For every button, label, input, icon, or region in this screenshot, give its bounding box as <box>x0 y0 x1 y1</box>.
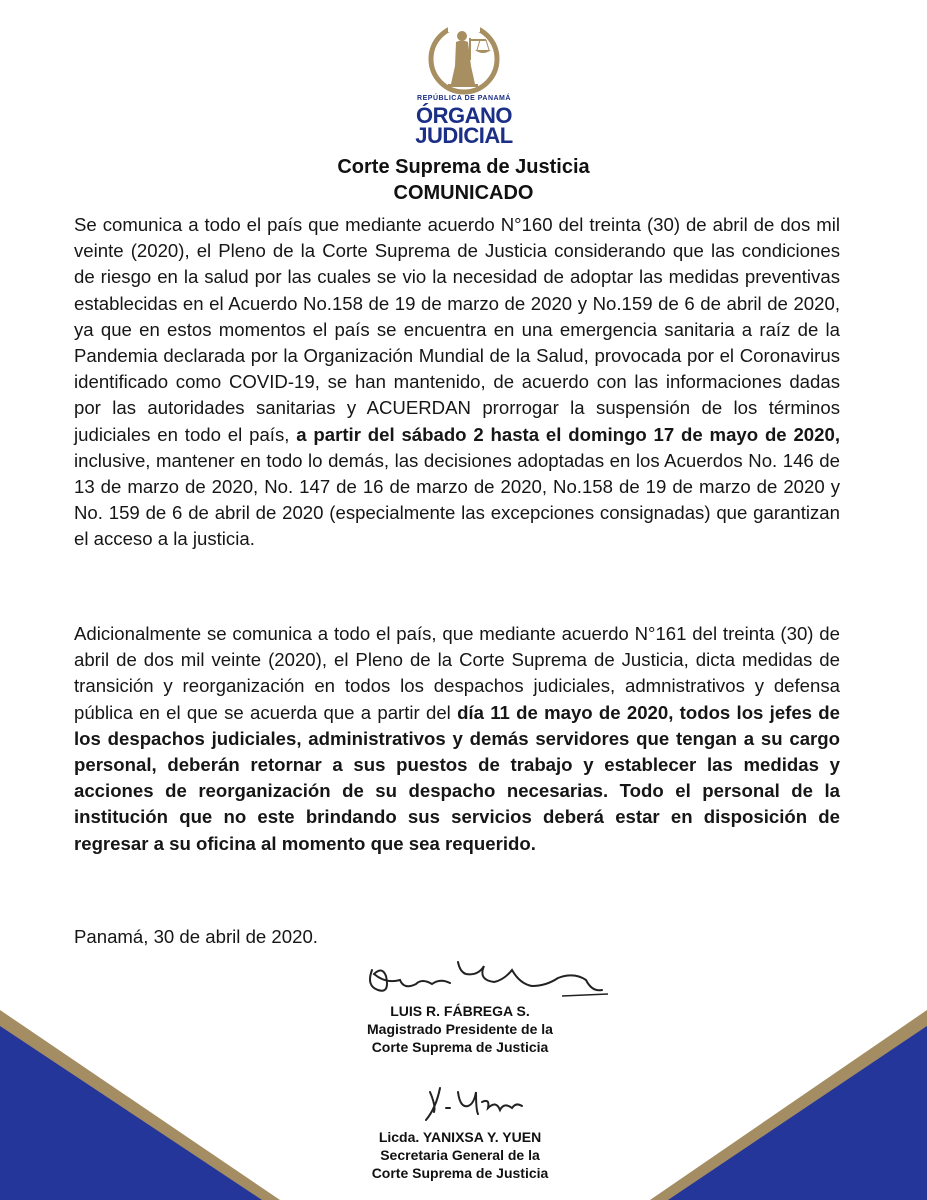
paragraph-1-text-b: inclusive, mantener en todo lo demás, las decisiones adoptadas en los Acuerdos No. 146 de 13 de marzo de 2020, No. 147 de 16 de marzo de 2020, No.158 de 19 de marzo de 2020 y No. 159 de 6 de abril de 2020 (especialmente las excepciones consignadas) que garantizan el acceso a la justicia. <box>74 449 840 550</box>
signature-1-role-2: Corte Suprema de Justicia <box>371 1039 549 1055</box>
document-title: COMUNICADO <box>393 182 534 204</box>
paragraph-1-bold: a partir del sábado 2 hasta el domingo 17 de mayo de 2020, <box>296 423 840 445</box>
paragraph-2-text: Adicionalmente se comunica a todo el país, que mediante acuerdo N°161 del treinta (30) de abril de dos mil veinte (2020), el Pleno de la Corte Suprema de Justicia, dicta medidas de transición y reorganización en todos los despachos judiciales, admnistrativos y defensa pública en el que se acuerda que a partir del <box>74 623 840 723</box>
signature-1-name <box>290 1002 630 1020</box>
signature-2-role-1: Secretaria General de la <box>380 1147 540 1163</box>
right-blue-triangle <box>668 1026 927 1200</box>
signature-block <box>290 950 630 1200</box>
institution-title: Corte Suprema de Justicia <box>337 156 590 178</box>
paragraph-2-bold: día 11 de mayo de 2020, todos los jefes de los despachos judiciales, administrativos y demás servidores que tengan a su cargo personal, deberán retornar a sus puestos de trabajo y establecer las medidas y acciones de reorganización de su despacho necesarias. Todo el personal de la institución que no este brindando sus servicios deberá estar en disposición de regresar a su oficina al momento que sea requerido. <box>74 701 840 854</box>
signature-1-role-1: Magistrado Presidente de la <box>367 1021 553 1037</box>
paragraph-1-text-a: Se comunica a todo el país que mediante acuerdo N°160 del treinta (30) de abril de dos mil veinte (2020), el Pleno de la Corte Suprema de Justicia considerando que las condiciones de riesgo en la salud por las cuales se vio la necesidad de adoptar las medidas preventivas establecidas en el Acuerdo No.158 de 19 de marzo de 2020 y No.159 de 6 de abril de 2020, ya que en estos momentos el país se encuentra en una emergencia sanitaria a raíz de la Pandemia declarada por la Organización Mundial de la Salud, provocada por el Coronavirus identificado como COVID-19, se han mantenido, de acuerdo con las informaciones dadas por las autoridades sanitarias y ACUERDAN prorrogar la suspensión de los términos judiciales en todo el país, <box>74 214 840 445</box>
logo-word-organo: ÓRGANO <box>416 103 512 128</box>
signature-2-name: Licda. YANIXSA Y. YUEN <box>378 1129 542 1145</box>
logo-word-judicial: JUDICIAL <box>415 123 513 148</box>
signature-2-role-2: Corte Suprema de Justicia <box>371 1165 549 1181</box>
signature-2-handwriting <box>290 1078 630 1128</box>
document-date: Panamá, 30 de abril de 2020. <box>74 926 318 947</box>
signer-1-name: LUIS R. FÁBREGA S. <box>390 1003 530 1019</box>
logo-country: REPÚBLICA DE PANAMÁ <box>417 95 511 102</box>
